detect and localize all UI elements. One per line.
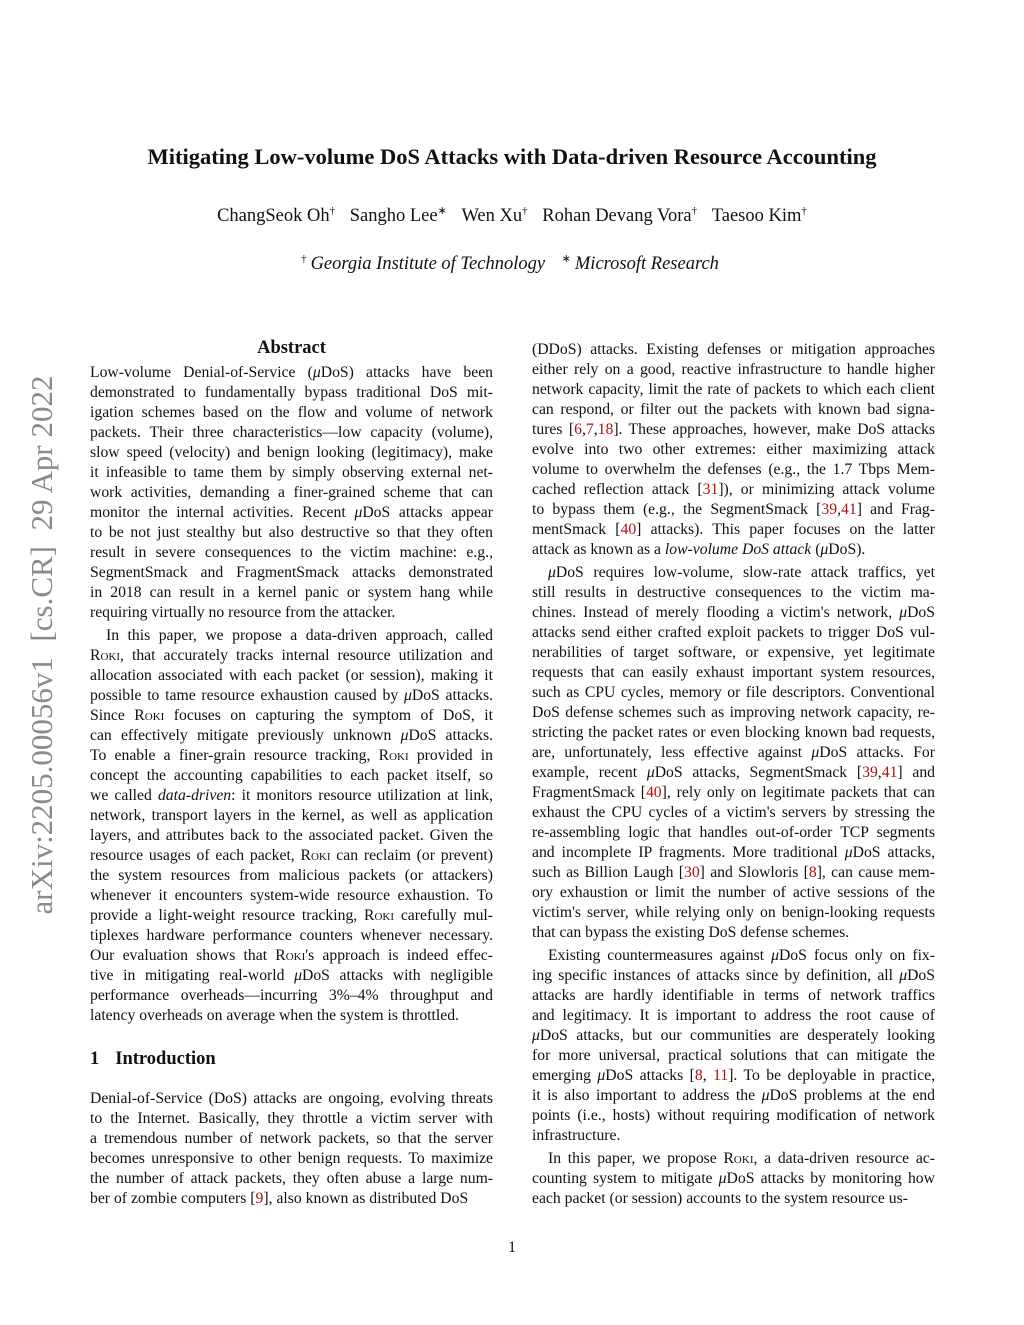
text-line: SegmentSmack and FragmentSmack attacks demonstrated: [90, 564, 493, 581]
text-line: either rely on a good, reactive infrastructure to handle higher: [532, 361, 935, 378]
text-line: slow speed (velocity) and benign looking (legitimacy), make: [90, 444, 493, 461]
text-line: can effectively mitigate previously unknown μDoS attacks.: [90, 727, 494, 744]
text-line: mentSmack [40] attacks). This paper focuses on the latter: [532, 521, 935, 538]
text-line: in 2018 can result in a kernel panic or system hang while: [90, 584, 493, 601]
text-line: counting system to mitigate μDoS attacks by monitoring how: [532, 1170, 935, 1187]
affiliation-name: Georgia Institute of Technology: [310, 254, 546, 275]
text-line: infrastructure.: [532, 1127, 621, 1144]
text-line: In this paper, we propose a data-driven approach, called: [106, 627, 493, 644]
citation-link[interactable]: 30: [683, 864, 700, 881]
text-line: victim's server, while relying only on benign-looking requests: [532, 904, 935, 921]
paragraph: [90, 626, 493, 1026]
text-line: it is also important to address the μDoS problems at the end: [532, 1087, 935, 1104]
text-line: ber of zombie computers [9], also known as distributed DoS: [90, 1190, 469, 1207]
text-line: stricting the packet rates or even blocking known bad requests,: [532, 724, 935, 741]
citation-link[interactable]: 6: [574, 421, 582, 438]
text-line: ory exhaustion or limit the number of active sessions of the: [532, 884, 935, 901]
citation-link[interactable]: 39: [862, 764, 878, 781]
text-line: igation schemes based on the flow and volume of network: [90, 404, 493, 421]
paragraph: [90, 1089, 493, 1209]
text-line: to be not just stealthy but also destructive so that they often: [90, 524, 493, 541]
text-line: In this paper, we propose Roki, a data-driven resource ac-: [548, 1150, 935, 1167]
text-line: re-assembling logic that handles out-of-order TCP segments: [532, 824, 935, 841]
text-line: tures [6,7,18]. These approaches, however, make DoS attacks: [532, 421, 936, 438]
text-line: monitor the internal activities. Recent μDoS attacks appear: [90, 504, 493, 521]
text-line: and legitimacy. It is important to address the root cause of: [532, 1007, 935, 1024]
text-line: possible to tame resource exhaustion caused by μDoS attacks.: [90, 687, 494, 704]
text-line: FragmentSmack [40], rely only on legitimate packets that can: [532, 784, 935, 801]
text-line: attacks send either crafted exploit packets to trigger DoS vul-: [532, 624, 935, 641]
text-line: and incomplete IP fragments. More traditional μDoS attacks,: [532, 844, 935, 861]
text-line: Denial-of-Service (DoS) attacks are ongoing, evolving threats: [90, 1090, 493, 1107]
citation-link[interactable]: 41: [841, 501, 857, 518]
citation-link[interactable]: 41: [881, 764, 898, 781]
text-line: for more universal, practical solutions that can mitigate the: [532, 1047, 935, 1064]
text-line: nerabilities of target software, or expensive, yet legitimate: [532, 644, 935, 661]
text-line: exhaust the CPU cycles of a victim's servers by stressing the: [532, 804, 935, 821]
arxiv-identifier: arXiv:2205.00056v1 [cs.CR] 29 Apr 2022: [24, 375, 59, 915]
citation-link[interactable]: 40: [645, 784, 662, 801]
author: [461, 206, 527, 226]
page-number: 1: [508, 1239, 516, 1256]
text-line: attacks are hardly identifiable in terms of network traffics: [532, 987, 935, 1004]
text-line: resource usages of each packet, Roki can reclaim (or prevent): [90, 847, 494, 864]
affiliation: [562, 254, 723, 274]
text-line: DoS defense schemes such as improving network capacity, re-: [532, 704, 935, 721]
text-line: Existing countermeasures against μDoS focus only on fix-: [548, 947, 936, 964]
text-line: (DDoS) attacks. Existing defenses or mitigation approaches: [532, 341, 935, 358]
author-mark: ∗: [437, 205, 447, 217]
author-mark: †: [522, 205, 528, 217]
text-line: provide a light-weight resource tracking, Roki carefully mul-: [90, 907, 493, 924]
text-line: becomes unresponsive to other benign requests. To maximize: [90, 1150, 493, 1167]
text-line: whenever it encounters system-wide resource exhaustion. To: [90, 887, 493, 904]
text-line: packets. Their three characteristics—low capacity (volume),: [90, 424, 493, 441]
affiliations: [0, 252, 1024, 275]
paragraph: [532, 1149, 935, 1209]
text-line: To enable a finer-grain resource tracking, Roki provided in: [90, 747, 494, 764]
author-name: Wen Xu: [461, 206, 523, 227]
text-line: each packet (or session) accounts to the system resource us-: [532, 1190, 908, 1207]
text-line: work activities, demanding a finer-grained scheme that can: [90, 484, 493, 501]
section-heading-introduction: [90, 1049, 216, 1070]
text-line: such as Billion Laugh [30] and Slowloris [8], can cause mem-: [532, 864, 935, 881]
text-line: network capacity, limit the rate of packets to which each client: [532, 381, 935, 398]
citation-link[interactable]: 18: [597, 421, 614, 438]
text-line: the number of attack packets, they often abuse a large num-: [90, 1170, 493, 1187]
paragraph: [532, 340, 935, 560]
text-line: ing specific instances of attacks since by definition, all μDoS: [532, 967, 935, 984]
text-line: to bypass them (e.g., the SegmentSmack [39,41] and Frag-: [532, 501, 935, 518]
right-column-body: [532, 340, 935, 1212]
text-line: tive in mitigating real-world μDoS attacks with negligible: [90, 967, 494, 984]
text-line: layers, and attributes back to the associated packet. Given the: [90, 827, 493, 844]
affiliation-mark: †: [301, 253, 307, 265]
text-line: to the Internet. Basically, they throttle a victim server with: [90, 1110, 493, 1127]
text-line: cached reflection attack [31]), or minimizing attack volume: [532, 481, 935, 498]
author-name: Rohan Devang Vora: [542, 206, 692, 227]
introduction-body: [90, 1089, 493, 1212]
paragraph: [532, 946, 935, 1146]
section-title: Introduction: [115, 1049, 216, 1069]
text-line: Roki, that accurately tracks internal resource utilization and: [90, 647, 493, 664]
author-mark: †: [329, 205, 336, 217]
citation-link[interactable]: 31: [702, 481, 719, 498]
text-line: example, recent μDoS attacks, SegmentSmack [39,41] and: [532, 764, 936, 781]
text-line: it infeasible to tame them by simply observing external net-: [90, 464, 493, 481]
text-line: the system resources from malicious packets (or attackers): [90, 867, 493, 884]
citation-link[interactable]: 8: [808, 864, 817, 881]
text-line: concept the accounting capabilities to each packet itself, so: [90, 767, 493, 784]
text-line: such as CPU cycles, memory or file descriptors. Conventional: [532, 684, 935, 701]
text-line: we called data-driven: it monitors resource utilization at link,: [90, 787, 493, 804]
citation-link[interactable]: 7: [585, 421, 594, 438]
author-name: Taesoo Kim: [711, 206, 802, 227]
text-line: points (i.e., hosts) without requiring modification of network: [532, 1107, 935, 1124]
text-line: allocation associated with each packet (or session), making it: [90, 667, 493, 684]
paragraph: [532, 563, 935, 943]
text-line: result in severe consequences to the victim machine: e.g.,: [90, 544, 493, 561]
text-line: latency overheads on average when the system is throttled.: [90, 1007, 459, 1024]
text-line: evolve into two other extremes: either maximizing attack: [532, 441, 935, 458]
text-line: requests that can easily exhaust important system resources,: [532, 664, 935, 681]
author: [712, 206, 807, 226]
text-line: μDoS requires low-volume, slow-rate attack traffics, yet: [548, 564, 935, 581]
text-line: that can bypass the existing DoS defense schemes.: [532, 924, 850, 941]
abstract-heading: Abstract: [257, 338, 326, 358]
author: [217, 206, 335, 226]
paragraph: [90, 363, 493, 623]
text-line: a tremendous number of network packets, so that the server: [90, 1130, 493, 1147]
text-line: emerging μDoS attacks [8, 11]. To be deployable in practice,: [532, 1067, 935, 1084]
section-number: 1: [90, 1049, 100, 1069]
author-list: [0, 204, 1024, 227]
text-line: still results in destructive consequences to the victim ma-: [532, 584, 935, 601]
text-line: network, transport layers in the kernel, as well as application: [90, 807, 493, 824]
author-name: Sangho Lee: [349, 206, 438, 227]
citation-link[interactable]: 9: [255, 1190, 264, 1207]
text-line: Our evaluation shows that Roki's approach is indeed effec-: [90, 947, 493, 964]
paper-title: Mitigating Low-volume DoS Attacks with Data-driven Resource Accounting: [147, 144, 877, 169]
text-line: volume to overwhelm the defenses (e.g., the 1.7 Tbps Mem-: [532, 461, 935, 478]
author-mark: †: [691, 205, 698, 217]
text-line: Since Roki focuses on capturing the symptom of DoS, it: [90, 707, 493, 724]
text-line: chines. Instead of merely flooding a victim's network, μDoS: [532, 604, 935, 621]
citation-link[interactable]: 40: [620, 521, 637, 538]
citation-link[interactable]: 11: [713, 1067, 729, 1084]
text-line: attack as known as a low-volume DoS attack (μDoS).: [532, 541, 866, 558]
text-line: can respond, or filter out the packets with known bad signa-: [532, 401, 935, 418]
author: [542, 206, 697, 226]
text-line: μDoS attacks, but our communities are desperately looking: [532, 1027, 935, 1044]
text-line: requiring virtually no resource from the attacker.: [90, 604, 396, 621]
author: [350, 206, 447, 226]
text-line: Low-volume Denial-of-Service (μDoS) attacks have been: [90, 364, 493, 381]
affiliation-mark: ∗: [561, 253, 571, 265]
text-line: tiplexes hardware performance counters whenever necessary.: [90, 927, 493, 944]
text-line: demonstrated to fundamentally bypass traditional DoS mit-: [90, 384, 493, 401]
citation-link[interactable]: 8: [694, 1067, 703, 1084]
affiliation-name: Microsoft Research: [574, 254, 719, 275]
affiliation: [301, 254, 549, 274]
text-line: performance overheads—incurring 3%–4% throughput and: [90, 987, 493, 1004]
abstract-body: [90, 363, 493, 1029]
text-line: are, unfortunately, less effective against μDoS attacks. For: [532, 744, 935, 761]
citation-link[interactable]: 39: [821, 501, 838, 518]
author-name: ChangSeok Oh: [217, 206, 330, 227]
author-mark: †: [801, 205, 807, 217]
